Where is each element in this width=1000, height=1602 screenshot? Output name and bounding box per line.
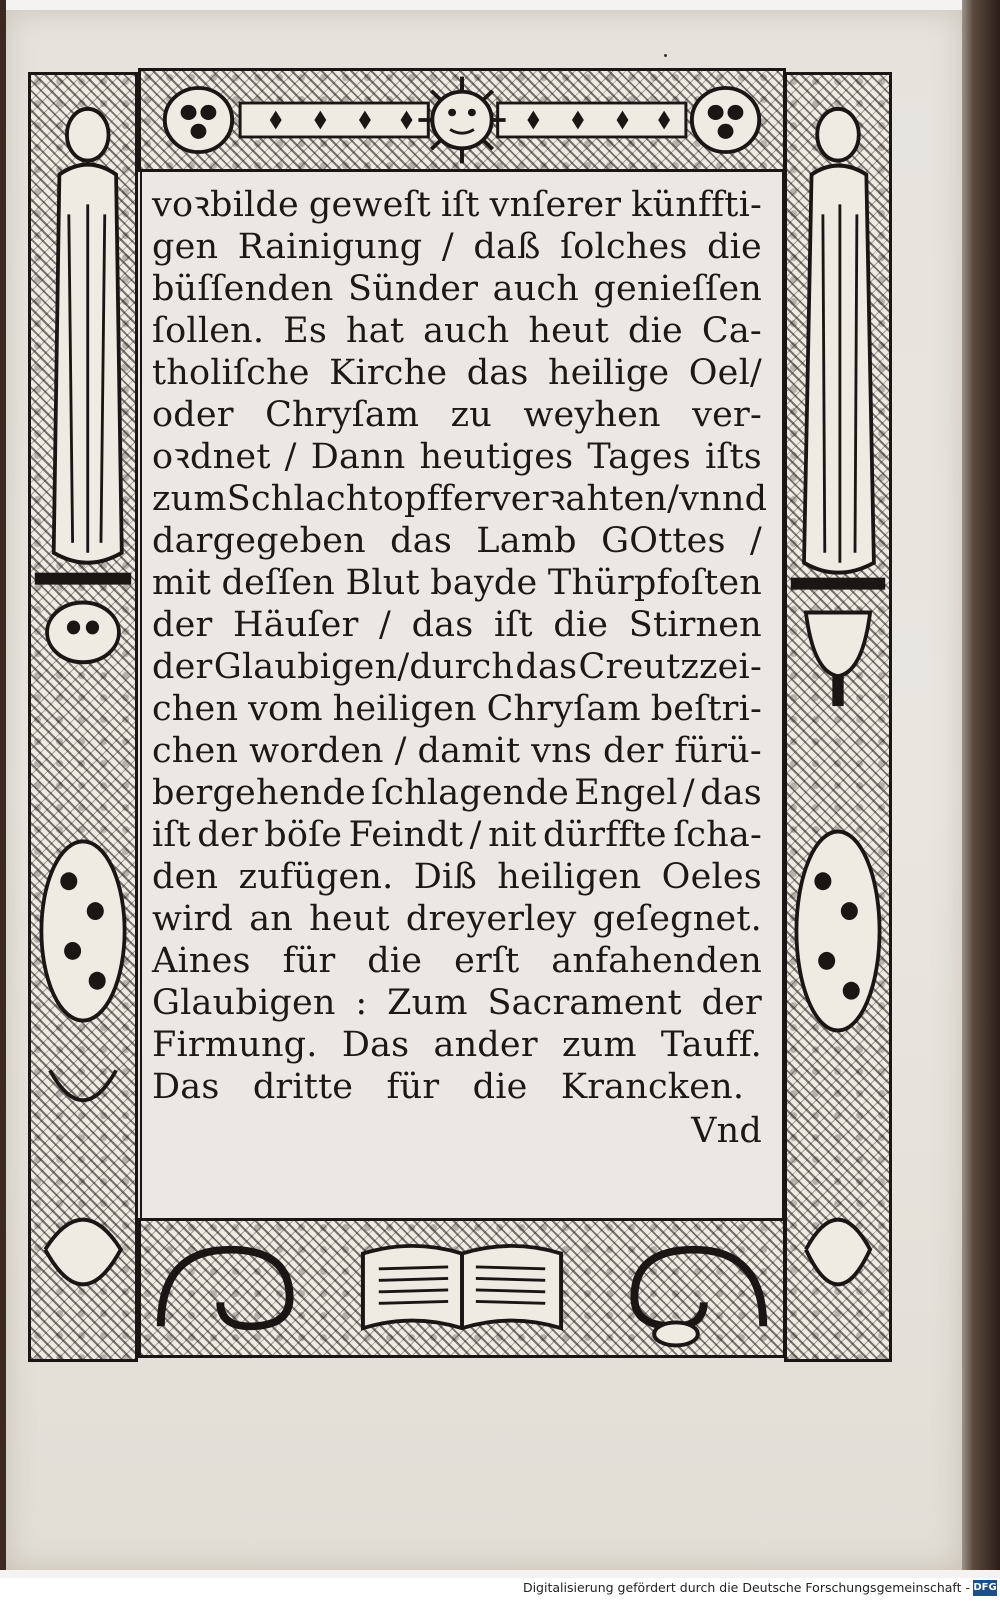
- text-line: voꝛbilde geweſt iſt vnſerer künffti-: [152, 185, 762, 225]
- text-line: chen vom heiligen Chryſam beſtri-: [152, 689, 762, 729]
- woodcut-border-top: [138, 68, 786, 172]
- text-line: der Häuſer / das iſt die Stirnen: [152, 605, 762, 645]
- woodcut-border-right: [784, 72, 892, 1362]
- chalice-icon: [787, 75, 889, 1359]
- open-book-icon: [141, 1221, 783, 1355]
- woodcut-border-left: [28, 72, 138, 1362]
- scan-edge-right: [962, 0, 1000, 1570]
- dfg-logo: DFG: [973, 1580, 997, 1596]
- woodcut-border-bottom: [138, 1218, 786, 1358]
- saint-figure-icon: [31, 75, 135, 1359]
- text-line: ſollen. Es hat auch heut die Ca-: [152, 311, 762, 351]
- text-line: wird an heut dreyerley geſegnet.: [152, 899, 762, 939]
- page-speck: [664, 54, 667, 57]
- text-line: oder Chryſam zu weyhen ver-: [152, 395, 762, 435]
- text-line: zum Schlachtopffer verꝛahten/vnnd: [152, 479, 768, 519]
- text-line: Firmung. Das ander zum Tauff.: [152, 1025, 762, 1065]
- footer-credit: Digitalisierung gefördert durch die Deutsche Forschungsgemeinschaft -: [522, 1580, 970, 1595]
- text-line: bergehende ſchlagende Engel / das: [152, 773, 762, 813]
- text-line: der Glaubigen/durch das Creutzzei-: [152, 647, 762, 687]
- text-line: Glaubigen : Zum Sacrament der: [152, 983, 762, 1023]
- text-line: mit deſſen Blut bayde Thürpfoſten: [152, 563, 762, 603]
- text-line: chen worden / damit vns der fürü-: [152, 731, 762, 771]
- text-line: Aines für die erſt anfahenden: [152, 941, 762, 981]
- text-line: den zufügen. Diß heiligen Oeles: [152, 857, 762, 897]
- catchword: Vnd: [691, 1111, 762, 1151]
- text-line: dargegeben das Lamb GOttes /: [152, 521, 762, 561]
- text-line: tholiſche Kirche das heilige Oel/: [152, 353, 762, 393]
- text-line: Das dritte für die Krancken.: [152, 1067, 745, 1107]
- text-line: oꝛdnet / Dann heutiges Tages iſts: [152, 437, 762, 477]
- sun-face-icon: [141, 71, 783, 169]
- text-line: iſt der böſe Feindt / nit dürffte ſcha-: [152, 815, 762, 855]
- text-line: gen Rainigung / daß ſolches die: [152, 227, 762, 267]
- text-line: büſſenden Sünder auch genieſſen: [152, 269, 762, 309]
